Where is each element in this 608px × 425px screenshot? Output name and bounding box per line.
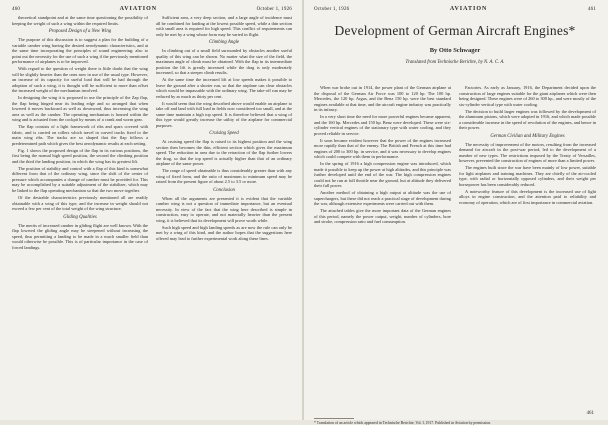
article-footnote: * Translation of an article which appeared in Technische Berichte, Vol. I, 1917. Published in Aviation by permission. (314, 420, 492, 425)
article-title-block (314, 15, 596, 85)
section-heading: Gliding Qualities (63, 214, 97, 220)
body-paragraph: Of the desirable characteristics previously mentioned all are readily obtainable with a wing of this type, and the increase in weight should not exceed a few per cent of the total weight of the wing structure. (12, 195, 148, 212)
body-paragraph: The necessity of improvement of the motors, resulting from the increased demand for aircraft in the post-war period, led to the development of a number of new types. The restrictions imposed by the Treaty of Versailles, however, prevented the construction of engines of more than a limited power. (459, 141, 596, 164)
body-paragraph: In designing the wing it is proposed to use the principle of the Zap flap, the flap being hinged near its leading edge and so arranged that when lowered it moves backward as well as downward, thus increasing the wing area as well as the camber. The operating mechanism is housed within the wing and is actuated from the cockpit by means of a crank and worm gear. (12, 95, 148, 123)
right-page-header (314, 6, 596, 15)
body-paragraph: The position of stability and control with a flap of this kind is somewhat different from that of the ordinary wing, since the shift of the center of pressure which accompanies a change of camber must be provided for. This may be accomplished by a suitable adjustment of the stabilizer, which may be linked to the flap operating mechanism so that the two move together. (12, 165, 148, 193)
body-paragraph: At the same time the increased lift at low speeds makes it possible to leave the ground after a shorter run, so that the airplane can clear obstacles which would be impassable with the ordinary wing. The take-off run may be reduced by as much as thirty per cent. (156, 77, 292, 99)
body-paragraph: When all the arguments are presented it is evident that the variable camber wing is not a question of immediate importance, but an eventual necessity. In view of the fact that the wing here described is simple in construction, easy to operate, and not materially heavier than the present wing, it is believed that its development will prove worth while. (156, 195, 292, 223)
section-heading: Conclusion (213, 187, 235, 193)
left-column-1 (12, 15, 148, 415)
right-issue-date: October 1, 1926 (314, 7, 350, 12)
body-paragraph: The decision to build larger engines was followed by the development of the aluminum pistons, which were adopted in 1916, and which made possible a considerable increase in the speed of revolution of the engines, and hence in their power. (459, 108, 596, 131)
right-journal-name: AVIATION (449, 6, 488, 12)
body-paragraph: Fig. 1 shows the proposed design of the flap in its various positions, the first being the normal high speed position, the second the climbing position and the third the landing position, in which the wing has its greatest lift. (12, 147, 148, 164)
left-issue-date: October 1, 1926 (256, 7, 292, 12)
body-paragraph: In a very short time the need for more powerful engines became apparent, and the 160 hp. Mercedes and 150 hp. Benz were developed. These were six-cylinder vertical engines of the stationary type with water cooling, and they proved reliable in service. (314, 114, 451, 136)
section-heading: Climbing Angle (208, 40, 240, 45)
body-paragraph: The flap consists of a light framework of ribs and spars covered with fabric, and is carried on rollers which travel in curved tracks fixed to the main wing ribs. The tracks are so shaped that the flap follows a predetermined path which gives the best aerodynamic results at each setting. (12, 124, 148, 146)
left-page-header (12, 6, 292, 15)
right-column-2 (459, 85, 596, 205)
body-paragraph: In climbing out of a small field surrounded by obstacles another useful quality of this wing can be shown. No matter what the size of the field, the maximum angle of climb must be obtained. With the flap in its intermediate position the lift is greatly increased while the drag is only moderately increased, so that a steeper climb results. (156, 48, 292, 75)
right-page-columns (314, 85, 596, 415)
left-page-columns (12, 15, 292, 415)
body-paragraph: theoretical standpoint and at the same time questioning the possibility of keeping the weight of such a wing within the required limits. (12, 15, 148, 26)
body-paragraph: Another method of obtaining a high output at altitude was the use of superchargers, but these did not reach a practical stage of development during the war, although extensive experiments were carried out with them. (314, 190, 451, 207)
right-column-2-wrap (459, 85, 596, 415)
left-journal-name: AVIATION (119, 6, 158, 12)
section-heading: Cruising Speed (209, 131, 239, 137)
body-paragraph: Factories. As early as January, 1916, the Department decided upon the construction of large engines suitable for the giant airplanes which were then being designed. These engines were of 260 to 300 hp., and were mostly of the six-cylinder vertical type with water cooling. (459, 85, 596, 107)
article-byline: By Otto Schwager (429, 47, 481, 54)
footnote-rule (314, 418, 354, 419)
left-column-2 (156, 15, 292, 415)
body-paragraph: It would seem that the wing described above would enable an airplane to take off and land with full load in fields now considered too small, and at the same time maintain a high top speed. It is therefore believed that a wing of this type would greatly increase the utility of the airplane for commercial purposes. (156, 100, 292, 128)
body-paragraph: With regard to the question of weight there is little doubt that the wing will be slightly heavier than the ones now in use of the usual type. However, an increase of its capacity for useful load that will be had through the adoption of such a wing, it is thought will be sufficient to more than offset the increased weight of the mechanism involved. (12, 66, 148, 94)
body-paragraph: A noteworthy feature of this development is the increased use of light alloys in engine construction, and the attention paid to reliability and economy of operation, which are of first importance in commercial aviation. (459, 188, 596, 205)
body-paragraph: At cruising speed the flap is raised to its highest position and the wing section then becomes the thin, efficient section which gives the maximum speed. The reduction in area due to the retraction of the flap further lowers the drag, so that the top speed is actually higher than that of an ordinary airplane of the same power. (156, 139, 292, 167)
translation-note: Translated from Technische Berichte, by N. A. C. A. (405, 60, 505, 65)
right-column-1 (314, 85, 451, 415)
body-paragraph: The range of speed obtainable is thus considerably greater than with any wing of fixed form, and the ratio of maximum to minimum speed may be raised from the present figure of about 2.5 to 3.5 or more. (156, 168, 292, 185)
body-paragraph: Sufficient area, a very deep section, and a large angle of incidence must all be combined for landing at the lowest possible speed, while a thin section with small area is required for high speed. This conflict of requirements can only be met by a wing whose form may be varied in flight. (156, 15, 292, 37)
left-page-number: 460 (12, 7, 21, 12)
bottom-page-number: 461 (586, 411, 594, 416)
section-heading: Proposed Design of a New Wing (48, 29, 112, 34)
article-title: Development of German Aircraft Engines* (334, 23, 576, 38)
body-paragraph: Such high speed and high landing speeds as are now the rule can only be met by a wing of this kind, and the author hopes that the suggestions here offered may lead to further experimental work along these lines. (156, 224, 292, 241)
section-heading: German Civilian and Military Engines (490, 133, 565, 139)
body-paragraph: When war broke out in 1914, the power plant of the German airplane at the disposal of the German Air Force was 100 to 120 hp. The 100 hp. Mercedes, the 120 hp. Argus, and the Benz 150 hp. were the best standard engines available at that time, and the aircraft engine industry was practically in its infancy. (314, 85, 451, 112)
body-paragraph: The engines built since the war have been mainly of low power, suitable for light airplanes and training machines. They are chiefly of the air-cooled type, with radial or horizontally opposed cylinders, and their weight per horsepower has been considerably reduced. (459, 165, 596, 187)
body-paragraph: The purpose of this discussion is to suggest a plan for the building of a variable camber wing having the desired aerodynamic characteristics, and at the same time incorporating the principles of sound engineering; also to point out the necessity for the use of such a wing if the previously mentioned performance of airplanes is to be improved. (12, 37, 148, 64)
right-page (304, 0, 608, 425)
left-page (0, 0, 302, 420)
body-paragraph: The merits of increased camber in gliding flight are well known. With the flap lowered the gliding angle may be steepened without increasing the speed, thus permitting a landing to be made in a much smaller field than would otherwise be possible. This is of particular importance in the case of forced landings. (12, 222, 148, 250)
body-paragraph: In the spring of 1916 a high compression engine was introduced, which made it possible to keep up the power at high altitudes, and this principle was further developed until the end of the war. The high compression engines could not be run at full throttle near the ground, but at altitude they delivered their full power. (314, 161, 451, 189)
right-page-number: 461 (587, 7, 596, 12)
body-paragraph: It soon became evident however that the power of the engines increased more rapidly than that of the enemy. The British and French at this time had engines of 200 to 300 hp. in service, and it was necessary to develop engines which could compete with them in performance. (314, 137, 451, 160)
body-paragraph: The attached tables give the more important data of the German engines of this period, namely the power output, weight, number of cylinders, bore and stroke, compression ratio and fuel consumption. (314, 208, 451, 225)
